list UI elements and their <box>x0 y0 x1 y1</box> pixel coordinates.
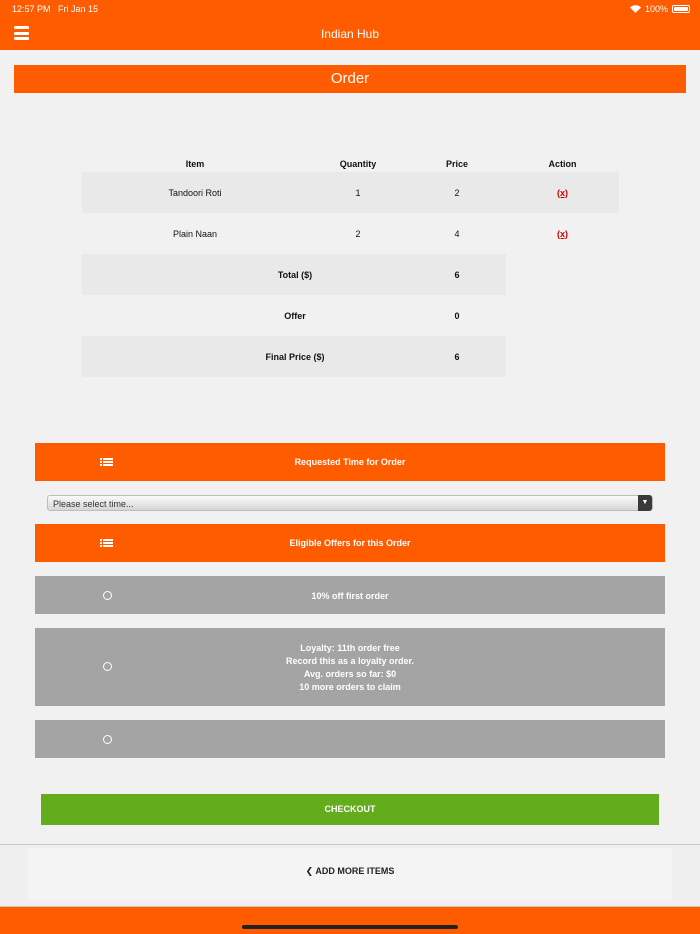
final-price-row <box>82 336 619 377</box>
offer-text: 10% off first order <box>311 591 389 601</box>
item-price: 2 <box>408 172 506 213</box>
total-row <box>82 254 619 295</box>
item-price: 4 <box>454 228 460 239</box>
eligible-offers-label: Eligible Offers for this Order <box>289 538 411 548</box>
total-value: 6 <box>408 254 506 295</box>
offer-value: 0 <box>454 310 460 321</box>
status-bar <box>0 0 700 18</box>
requested-time-label: Requested Time for Order <box>294 457 406 467</box>
final-price-label: Final Price ($) <box>82 336 408 377</box>
offer-label: Offer <box>284 310 306 321</box>
battery-icon <box>672 5 690 13</box>
status-right <box>630 4 690 14</box>
wifi-icon <box>630 5 641 13</box>
offer-option[interactable] <box>35 720 665 758</box>
home-indicator[interactable] <box>242 925 458 929</box>
checkout-button[interactable]: CHECKOUT <box>41 794 659 825</box>
item-name: Tandoori Roti <box>82 172 308 213</box>
item-quantity: 1 <box>308 172 408 213</box>
item-quantity: 2 <box>355 228 361 239</box>
offer-option[interactable] <box>35 576 665 614</box>
cart-row <box>82 172 619 213</box>
requested-time-header <box>35 443 665 481</box>
total-label: Total ($) <box>82 254 408 295</box>
chevron-left-icon: ❮ <box>305 866 314 876</box>
eligible-offers-header <box>35 524 665 562</box>
time-select-value: Please select time... <box>53 499 134 509</box>
remove-item-button[interactable]: (x) <box>557 187 568 198</box>
cart-table <box>82 156 619 377</box>
final-price-value: 6 <box>408 336 506 377</box>
nav-bar <box>0 18 700 50</box>
dropdown-arrow-icon: ▼ <box>638 495 652 511</box>
add-more-bar <box>0 844 700 907</box>
battery-percent: 100% <box>644 4 668 14</box>
offer-row <box>82 295 619 336</box>
header-action: Action <box>548 159 577 169</box>
add-more-items-button[interactable] <box>28 848 672 900</box>
cart-header-row <box>82 156 619 172</box>
footer-bar <box>0 907 700 934</box>
item-name: Plain Naan <box>172 228 218 239</box>
header-item: Item <box>185 159 205 169</box>
status-time: 12:57 PM Fri Jan 15 <box>12 4 99 14</box>
offer-text: 10 more orders to claim <box>299 682 401 692</box>
offer-text: Avg. orders so far: $0 <box>303 669 397 679</box>
header-price: Price <box>445 159 469 169</box>
order-heading: Order <box>14 65 686 93</box>
header-quantity: Quantity <box>339 159 377 169</box>
offer-text: Loyalty: 11th order free <box>300 643 400 653</box>
time-select[interactable] <box>47 495 653 511</box>
remove-item-button[interactable]: (x) <box>557 228 568 239</box>
offer-option[interactable] <box>35 628 665 706</box>
offer-text: Record this as a loyalty order. <box>285 656 415 666</box>
radio-button-icon[interactable] <box>103 735 112 744</box>
add-more-items-label: ADD MORE ITEMS <box>315 866 395 876</box>
cart-row <box>82 213 619 254</box>
app-title: Indian Hub <box>320 27 380 41</box>
